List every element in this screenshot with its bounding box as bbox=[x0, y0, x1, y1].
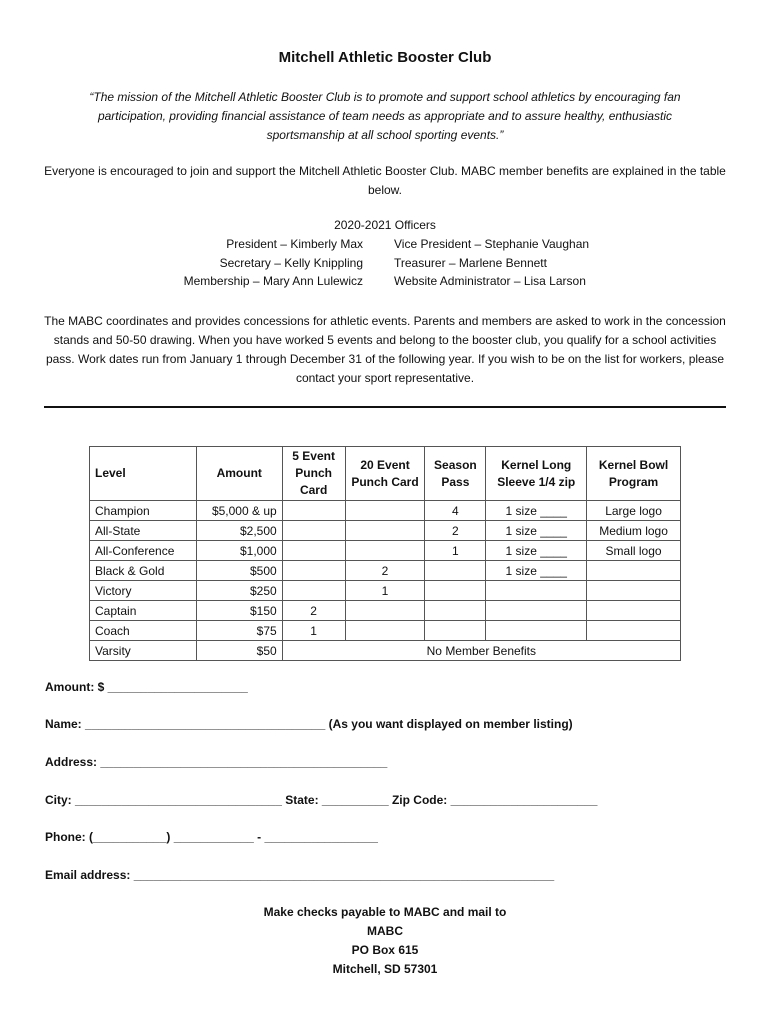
cell-5-event bbox=[282, 521, 345, 541]
cell-20-event bbox=[345, 541, 425, 561]
officers-row bbox=[0, 237, 770, 256]
intro-paragraph: Everyone is encouraged to join and support the Mitchell Athletic Booster Club. MABC member benefits are explained in the table below. bbox=[44, 164, 726, 197]
cell-amount: $1,000 bbox=[196, 541, 282, 561]
city-state-zip-field[interactable]: City: _______________________________ State: __________ Zip Code: ______________________ bbox=[45, 793, 598, 807]
cell-level: Champion bbox=[90, 501, 197, 521]
cell-level: Coach bbox=[90, 621, 197, 641]
cell-kernel-long-sleeve bbox=[486, 621, 587, 641]
table-row bbox=[90, 561, 681, 581]
cell-20-event: 1 bbox=[345, 581, 425, 601]
mailing-instructions bbox=[0, 903, 770, 979]
officer-website-admin: Website Administrator – Lisa Larson bbox=[394, 274, 586, 288]
cell-level: Victory bbox=[90, 581, 197, 601]
officer-secretary: Secretary – Kelly Knippling bbox=[219, 255, 363, 270]
cell-amount: $250 bbox=[196, 581, 282, 601]
cell-season-pass bbox=[425, 581, 486, 601]
cell-level: Black & Gold bbox=[90, 561, 197, 581]
table-row bbox=[90, 541, 681, 561]
mission-statement: “The mission of the Mitchell Athletic Booster Club is to promote and support school athletics by encouraging fan participation, providing financial assistance of team needs as appropriate and to assure healthy, enthusiastic sportsmanship at all school sporting events.” bbox=[89, 90, 681, 142]
col-level: Level bbox=[90, 447, 197, 501]
name-field[interactable]: Name: ____________________________________ (As you want displayed on member listing) bbox=[45, 717, 573, 731]
cell-kernel-long-sleeve: 1 size ____ bbox=[486, 521, 587, 541]
cell-kernel-long-sleeve: 1 size ____ bbox=[486, 501, 587, 521]
cell-kernel-bowl bbox=[587, 601, 681, 621]
officer-treasurer: Treasurer – Marlene Bennett bbox=[394, 255, 547, 270]
cell-kernel-bowl bbox=[587, 621, 681, 641]
mail-line-org: MABC bbox=[367, 924, 403, 938]
phone-field[interactable]: Phone: (___________) ____________ - _________________ bbox=[45, 830, 378, 844]
officer-president: President – Kimberly Max bbox=[226, 237, 363, 251]
cell-kernel-long-sleeve: 1 size ____ bbox=[486, 541, 587, 561]
cell-5-event: 2 bbox=[282, 601, 345, 621]
officers-row bbox=[0, 274, 770, 293]
col-amount: Amount bbox=[196, 447, 282, 501]
table-row bbox=[90, 581, 681, 601]
concessions-paragraph: The MABC coordinates and provides concessions for athletic events. Parents and members are asked to work in the concession stands and 50-50 drawing. When you have worked 5 events and belong to the booster club, you qualify for a school activities pass. Work dates run from January 1 through December 31 of the following year. If you wish to be on the list for workers, please contact your sport representative. bbox=[44, 314, 726, 385]
table-row bbox=[90, 501, 681, 521]
cell-20-event bbox=[345, 501, 425, 521]
cell-kernel-bowl: Medium logo bbox=[587, 521, 681, 541]
cell-5-event bbox=[282, 501, 345, 521]
cell-20-event bbox=[345, 621, 425, 641]
cell-amount: $500 bbox=[196, 561, 282, 581]
amount-field[interactable]: Amount: $ _____________________ bbox=[45, 680, 248, 694]
cell-amount: $2,500 bbox=[196, 521, 282, 541]
mail-line-payable: Make checks payable to MABC and mail to bbox=[263, 905, 507, 919]
cell-kernel-bowl: Large logo bbox=[587, 501, 681, 521]
col-kernel-long-sleeve: Kernel Long Sleeve 1/4 zip bbox=[486, 447, 587, 501]
cell-20-event bbox=[345, 601, 425, 621]
cell-kernel-bowl bbox=[587, 581, 681, 601]
cell-season-pass: 2 bbox=[425, 521, 486, 541]
cell-no-member-benefits: No Member Benefits bbox=[282, 641, 680, 661]
cell-level: All-Conference bbox=[90, 541, 197, 561]
cell-level: All-State bbox=[90, 521, 197, 541]
col-5-event-punch-card: 5 Event Punch Card bbox=[282, 447, 345, 501]
cell-level: Captain bbox=[90, 601, 197, 621]
table-row bbox=[90, 621, 681, 641]
mail-line-pobox: PO Box 615 bbox=[351, 943, 419, 957]
table-header-row bbox=[90, 447, 681, 501]
cell-level: Varsity bbox=[90, 641, 197, 661]
cell-kernel-bowl bbox=[587, 561, 681, 581]
email-field[interactable]: Email address: _______________________________________________________________ bbox=[45, 868, 555, 882]
cell-5-event bbox=[282, 581, 345, 601]
cell-20-event: 2 bbox=[345, 561, 425, 581]
membership-levels-table bbox=[89, 446, 681, 661]
col-season-pass: Season Pass bbox=[425, 447, 486, 501]
cell-season-pass bbox=[425, 621, 486, 641]
mail-line-city: Mitchell, SD 57301 bbox=[332, 962, 438, 976]
page-title: Mitchell Athletic Booster Club bbox=[278, 49, 492, 66]
officers-list bbox=[0, 237, 770, 293]
section-divider bbox=[44, 406, 726, 408]
cell-kernel-long-sleeve bbox=[486, 601, 587, 621]
col-kernel-bowl-program: Kernel Bowl Program bbox=[587, 447, 681, 501]
address-field[interactable]: Address: ___________________________________________ bbox=[45, 755, 388, 769]
officers-row bbox=[0, 256, 770, 275]
officer-vice-president: Vice President – Stephanie Vaughan bbox=[394, 237, 590, 251]
cell-5-event bbox=[282, 541, 345, 561]
officer-membership: Membership – Mary Ann Lulewicz bbox=[183, 274, 363, 288]
col-20-event-punch-card: 20 Event Punch Card bbox=[345, 447, 425, 501]
table-row bbox=[90, 521, 681, 541]
cell-season-pass: 4 bbox=[425, 501, 486, 521]
table-row bbox=[90, 601, 681, 621]
officers-heading: 2020-2021 Officers bbox=[334, 218, 436, 232]
cell-kernel-long-sleeve bbox=[486, 581, 587, 601]
cell-amount: $5,000 & up bbox=[196, 501, 282, 521]
cell-kernel-long-sleeve: 1 size ____ bbox=[486, 561, 587, 581]
cell-amount: $150 bbox=[196, 601, 282, 621]
cell-5-event: 1 bbox=[282, 621, 345, 641]
cell-amount: $75 bbox=[196, 621, 282, 641]
cell-5-event bbox=[282, 561, 345, 581]
cell-amount: $50 bbox=[196, 641, 282, 661]
table-row-varsity bbox=[90, 641, 681, 661]
cell-20-event bbox=[345, 521, 425, 541]
cell-season-pass: 1 bbox=[425, 541, 486, 561]
cell-kernel-bowl: Small logo bbox=[587, 541, 681, 561]
cell-season-pass bbox=[425, 561, 486, 581]
cell-season-pass bbox=[425, 601, 486, 621]
